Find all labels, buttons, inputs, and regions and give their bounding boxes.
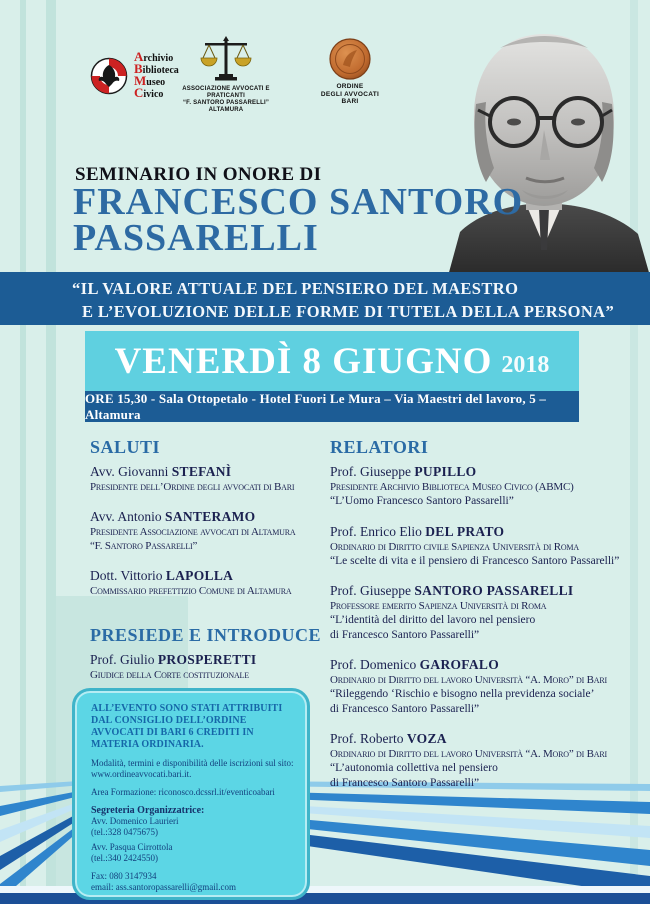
scales-of-justice-icon bbox=[199, 34, 253, 84]
person-name: Prof. Roberto VOZA bbox=[330, 731, 447, 746]
person-entry bbox=[90, 652, 325, 682]
registration-note: Modalità, termini e disponibilità delle iscrizioni sul sito: bbox=[91, 758, 294, 768]
coin-seal-icon bbox=[329, 38, 371, 80]
person-name: Prof. Enrico Elio DEL PRATO bbox=[330, 523, 505, 539]
title-line-2: PASSARELLI bbox=[73, 217, 319, 259]
relatori-heading: RELATORI bbox=[330, 437, 429, 457]
presiede-heading: PRESIEDE E INTRODUCE bbox=[90, 625, 322, 645]
info-box bbox=[72, 688, 310, 900]
person-entry bbox=[90, 464, 325, 494]
person-role: Ordinario di Diritto del lavoro Università “A. Moro” di Bari bbox=[330, 748, 607, 760]
venue-band bbox=[85, 391, 579, 422]
saluti-column bbox=[90, 437, 325, 697]
person-role: Professore emerito Sapienza Università di Roma bbox=[330, 600, 547, 612]
talk-title: di Francesco Santoro Passarelli” bbox=[330, 628, 480, 641]
quote-line-2: E L’EVOLUZIONE DELLE FORME DI TUTELA DELLA PERSONA” bbox=[82, 302, 615, 321]
logo-association bbox=[168, 34, 284, 114]
person-entry bbox=[330, 464, 640, 509]
person-entry bbox=[330, 583, 640, 642]
area-formazione: Area Formazione: riconosco.dcssrl.it/eventicoabari bbox=[91, 787, 275, 797]
person-name: Prof. Domenico GAROFALO bbox=[330, 657, 500, 672]
person-entry bbox=[330, 657, 640, 716]
saluti-heading: SALUTI bbox=[90, 437, 161, 457]
credits-note: ALL’EVENTO SONO STATI ATTRIBUITI DAL CONSIGLIO DELL’ORDINE AVVOCATI DI BARI 6 CREDITI IN MATERIA ORDINARIA. bbox=[91, 703, 283, 750]
abmc-label: Archivio Biblioteca Museo Civico bbox=[134, 49, 179, 100]
title-line-1: FRANCESCO SANTORO bbox=[73, 181, 524, 223]
talk-title: di Francesco Santoro Passarelli” bbox=[330, 776, 480, 789]
contact-name: Avv. Domenico Laurieri bbox=[91, 816, 179, 826]
person-name: Prof. Giulio PROSPERETTI bbox=[90, 652, 257, 667]
talk-title: “Rileggendo ‘Rischio e bisogno nella previdenza sociale’ bbox=[330, 688, 595, 700]
person-role: Presidente Archivio Biblioteca Museo Civico (ABMC) bbox=[330, 481, 574, 493]
quote-line-1: “IL VALORE ATTUALE DEL PENSIERO DEL MAESTRO bbox=[72, 279, 519, 298]
person-entry bbox=[90, 568, 325, 598]
person-name: Prof. Giuseppe PUPILLO bbox=[330, 464, 477, 479]
contact-name: Avv. Pasqua Cirrottola bbox=[91, 842, 173, 852]
person-name: Avv. Antonio SANTERAMO bbox=[90, 509, 256, 524]
event-year: 2018 bbox=[501, 351, 550, 378]
logo-ordine-avvocati bbox=[300, 38, 400, 106]
event-date: VENERDÌ 8 GIUGNO bbox=[114, 340, 493, 382]
talk-title: “Le scelte di vita e il pensiero di Francesco Santoro Passarelli” bbox=[330, 554, 620, 567]
person-role: Ordinario di Diritto civile Sapienza Università di Roma bbox=[330, 540, 579, 553]
talk-title: “L’autonomia collettiva nel pensiero bbox=[330, 762, 498, 774]
person-role: Giudice della Corte costituzionale bbox=[90, 669, 249, 681]
seminar-title bbox=[73, 181, 524, 259]
fax-line: Fax: 080 3147934 bbox=[91, 871, 157, 881]
logo-abmc bbox=[90, 49, 179, 100]
person-name: Avv. Giovanni STEFANÌ bbox=[90, 464, 232, 479]
talk-title: “L’identità del diritto del lavoro nel pensiero bbox=[330, 614, 536, 626]
quote-band bbox=[0, 272, 650, 325]
date-band bbox=[85, 331, 579, 391]
association-label: ASSOCIAZIONE AVVOCATI E PRATICANTI “F. SANTORO PASSARELLI” ALTAMURA bbox=[182, 86, 270, 113]
segreteria-heading: Segreteria Organizzatrice: bbox=[91, 805, 205, 816]
person-entry bbox=[90, 509, 325, 553]
person-name: Prof. Giuseppe SANTORO PASSARELLI bbox=[330, 583, 574, 598]
abmc-eagle-icon bbox=[90, 57, 128, 95]
ordine-label: ORDINE DEGLI AVVOCATI BARI bbox=[320, 83, 380, 105]
person-name: Dott. Vittorio LAPOLLA bbox=[90, 568, 234, 583]
person-entry bbox=[330, 731, 640, 790]
registration-site: www.ordineavvocati.bari.it. bbox=[91, 769, 192, 779]
contact-tel: (tel.:328 0475675) bbox=[91, 827, 158, 837]
talk-title: “L’Uomo Francesco Santoro Passarelli” bbox=[330, 495, 514, 507]
person-entry bbox=[330, 524, 640, 569]
relatori-column bbox=[330, 437, 640, 805]
person-role: Presidente Associazione avvocati di Altamura bbox=[90, 526, 296, 538]
person-role: Ordinario di Diritto del lavoro Università “A. Moro” di Bari bbox=[330, 674, 607, 686]
email-line: email: ass.santoropassarelli@gmail.com bbox=[91, 882, 237, 892]
talk-title: di Francesco Santoro Passarelli” bbox=[330, 702, 480, 715]
person-role: Presidente dell’Ordine degli avvocati di Bari bbox=[90, 481, 295, 493]
person-role: Commissario prefettizio Comune di Altamura bbox=[90, 585, 292, 597]
seminar-kicker: SEMINARIO IN ONORE DI bbox=[75, 164, 322, 185]
contact-tel: (tel.:340 2424550) bbox=[91, 853, 158, 863]
event-venue: ORE 15,30 - Sala Ottopetalo - Hotel Fuori Le Mura – Via Maestri del lavoro, 5 – Altamura bbox=[85, 390, 547, 422]
person-role: “F. Santoro Passarelli” bbox=[90, 540, 198, 552]
